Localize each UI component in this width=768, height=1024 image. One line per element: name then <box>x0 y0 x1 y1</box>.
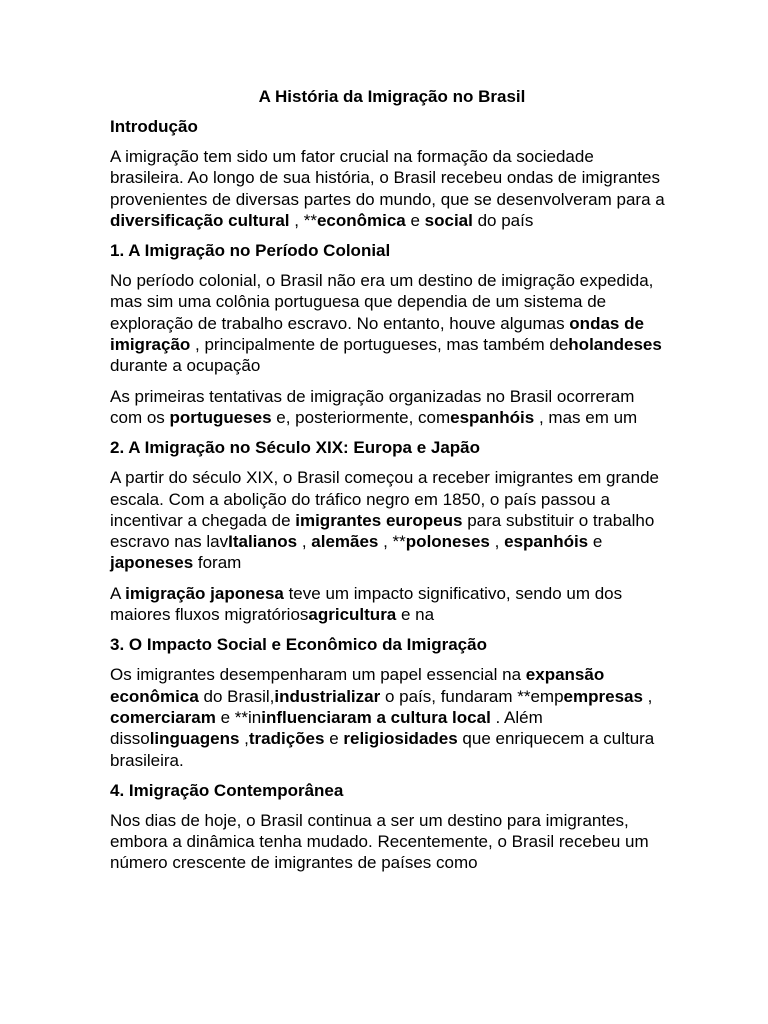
section-paragraph <box>110 146 668 231</box>
bold-text: influenciaram a cultura local <box>261 707 491 727</box>
bold-text: imigração japonesa <box>125 583 284 603</box>
text-run: , <box>239 729 249 749</box>
bold-text: holandeses <box>568 335 662 355</box>
bold-text: industrializar <box>274 686 381 706</box>
bold-text: portugueses <box>169 407 272 427</box>
text-run: foram <box>193 553 242 573</box>
text-run: A <box>110 583 126 603</box>
bold-text: religiosidades <box>343 729 458 749</box>
text-run: . Além disso <box>110 707 543 749</box>
text-run: do país <box>472 210 534 230</box>
text-run: e <box>324 729 344 749</box>
text-run: , <box>297 532 312 552</box>
text-run: que enriquecem a cultura brasileira. <box>110 729 655 770</box>
document-body <box>110 116 668 874</box>
text-run: , ** <box>378 532 406 552</box>
text-run: teve um impacto significativo, sendo um dos maiores fluxos migratórios <box>110 583 623 625</box>
document-title: A História da Imigração no Brasil <box>258 87 526 106</box>
bold-text: comerciaram <box>110 707 216 727</box>
section-heading: 1. A Imigração no Período Colonial <box>110 241 391 261</box>
section-paragraph <box>110 583 668 626</box>
section-heading: 3. O Impacto Social e Econômico da Imigração <box>110 635 487 655</box>
text-run: e, posteriormente, com <box>271 407 451 427</box>
section-paragraph <box>110 810 668 874</box>
bold-text: linguagens <box>149 729 240 749</box>
bold-text: empresas <box>563 686 643 706</box>
bold-text: espanhóis <box>504 532 589 552</box>
bold-text: poloneses <box>405 532 490 552</box>
section-paragraph <box>110 270 668 376</box>
bold-text: social <box>424 210 473 230</box>
text-run: o país, fundaram **emp <box>380 686 564 706</box>
text-run: No período colonial, o Brasil não era um destino de imigração expedida, mas sim uma colônia portuguesa que dependia de um sistema de exploração de trabalho escravo. No entanto, houve algumas <box>110 271 654 333</box>
bold-text: imigrantes europeus <box>295 510 463 530</box>
bold-text: diversificação cultural <box>110 210 290 230</box>
bold-text: agricultura <box>308 605 397 625</box>
bold-text: tradições <box>248 729 325 749</box>
text-run: para substituir o trabalho escravo nas lav <box>110 510 655 552</box>
text-run: Os imigrantes desempenharam um papel essencial na <box>110 665 526 685</box>
text-run: Nos dias de hoje, o Brasil continua a ser um destino para imigrantes, embora a dinâmica tenha mudado. Recentemente, o Brasil recebeu um número crescente de imigrantes de países como <box>110 810 649 873</box>
text-run: , <box>642 686 653 706</box>
text-run: e na <box>396 605 435 625</box>
section-heading: Introdução <box>110 117 198 136</box>
text-run: A partir do século XIX, o Brasil começou a receber imigrantes em grande escala. Com a abolição do tráfico negro em 1850, o país passou a incentivar a chegada de <box>110 468 659 530</box>
text-run: durante a ocupação <box>110 356 261 376</box>
text-run: , mas em um <box>534 407 638 427</box>
section-heading: 2. A Imigração no Século XIX: Europa e Japão <box>110 438 481 458</box>
bold-text: japoneses <box>110 553 194 573</box>
section-paragraph <box>110 467 668 573</box>
bold-text: espanhóis <box>450 407 535 427</box>
text-run: As primeiras tentativas de imigração organizadas no Brasil ocorreram com os <box>110 386 635 427</box>
bold-text: econômica <box>316 210 406 230</box>
bold-text: ondas de imigração <box>110 313 644 355</box>
section-heading: 4. Imigração Contemporânea <box>110 780 344 800</box>
bold-text: Italianos <box>228 532 298 552</box>
text-run: , principalmente de portugueses, mas também de <box>190 335 569 355</box>
text-run: , <box>489 532 505 552</box>
section-paragraph <box>110 664 668 770</box>
bold-text: expansão econômica <box>110 665 605 706</box>
text-run: A imigração tem sido um fator crucial na formação da sociedade brasileira. Ao longo de sua história, o Brasil recebeu ondas de imigrantes provenientes de diversas partes do mundo, que se desenvolveram para a <box>110 147 665 209</box>
text-run: e <box>405 210 425 230</box>
section-paragraph <box>110 386 668 429</box>
bold-text: alemães <box>311 532 379 552</box>
text-run: e <box>588 532 603 552</box>
text-run: do Brasil, <box>198 686 275 706</box>
text-run: e **in <box>215 707 262 727</box>
text-run: , ** <box>289 210 317 230</box>
